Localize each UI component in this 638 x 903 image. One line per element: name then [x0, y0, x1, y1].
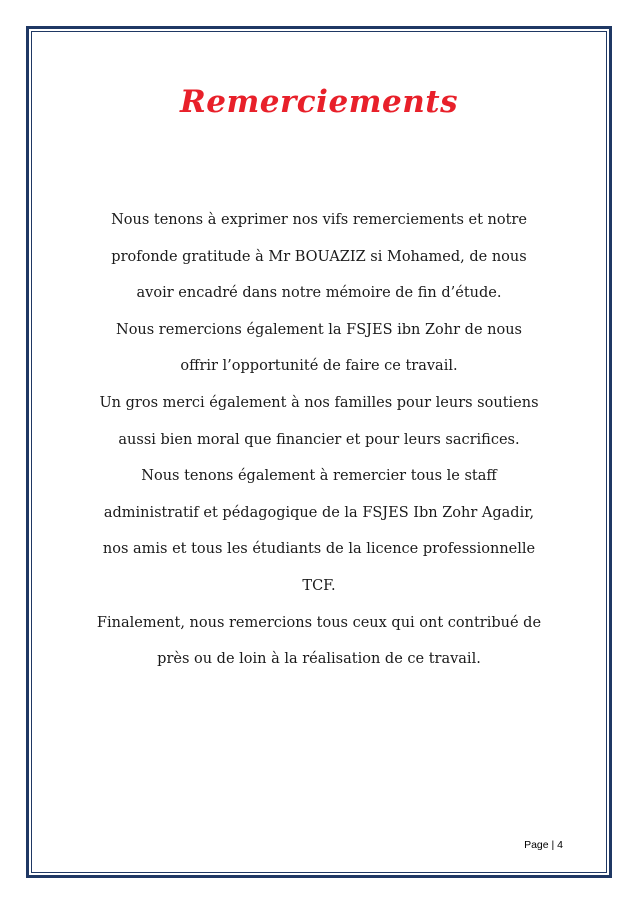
page-title: Remerciements [179, 84, 459, 120]
page-number-footer: Page | 4 [524, 839, 563, 851]
paragraph-supervisor-thanks: Nous tenons à exprimer nos vifs remerciements et notre profonde gratitude à Mr BOUAZIZ si Mohamed, de nous avoir encadré dans notre mémoire de fin d’étude. [111, 212, 527, 302]
paragraph-family-thanks: Un gros merci également à nos familles pour leurs soutiens aussi bien moral que financier et pour leurs sacrifices. [99, 394, 539, 448]
acknowledgements-body [96, 202, 542, 678]
paragraph-faculty-thanks: Nous remercions également la FSJES ibn Zohr de nous offrir l’opportunité de faire ce travail. [116, 321, 522, 375]
paragraph-final-thanks: Finalement, nous remercions tous ceux qui ont contribué de près ou de loin à la réalisation de ce travail. [96, 614, 542, 668]
paragraph-staff-thanks: Nous tenons également à remercier tous le staff administratif et pédagogique de la FSJES Ibn Zohr Agadir, nos amis et tous les étudiants de la licence professionnelle TCF. [102, 468, 536, 594]
